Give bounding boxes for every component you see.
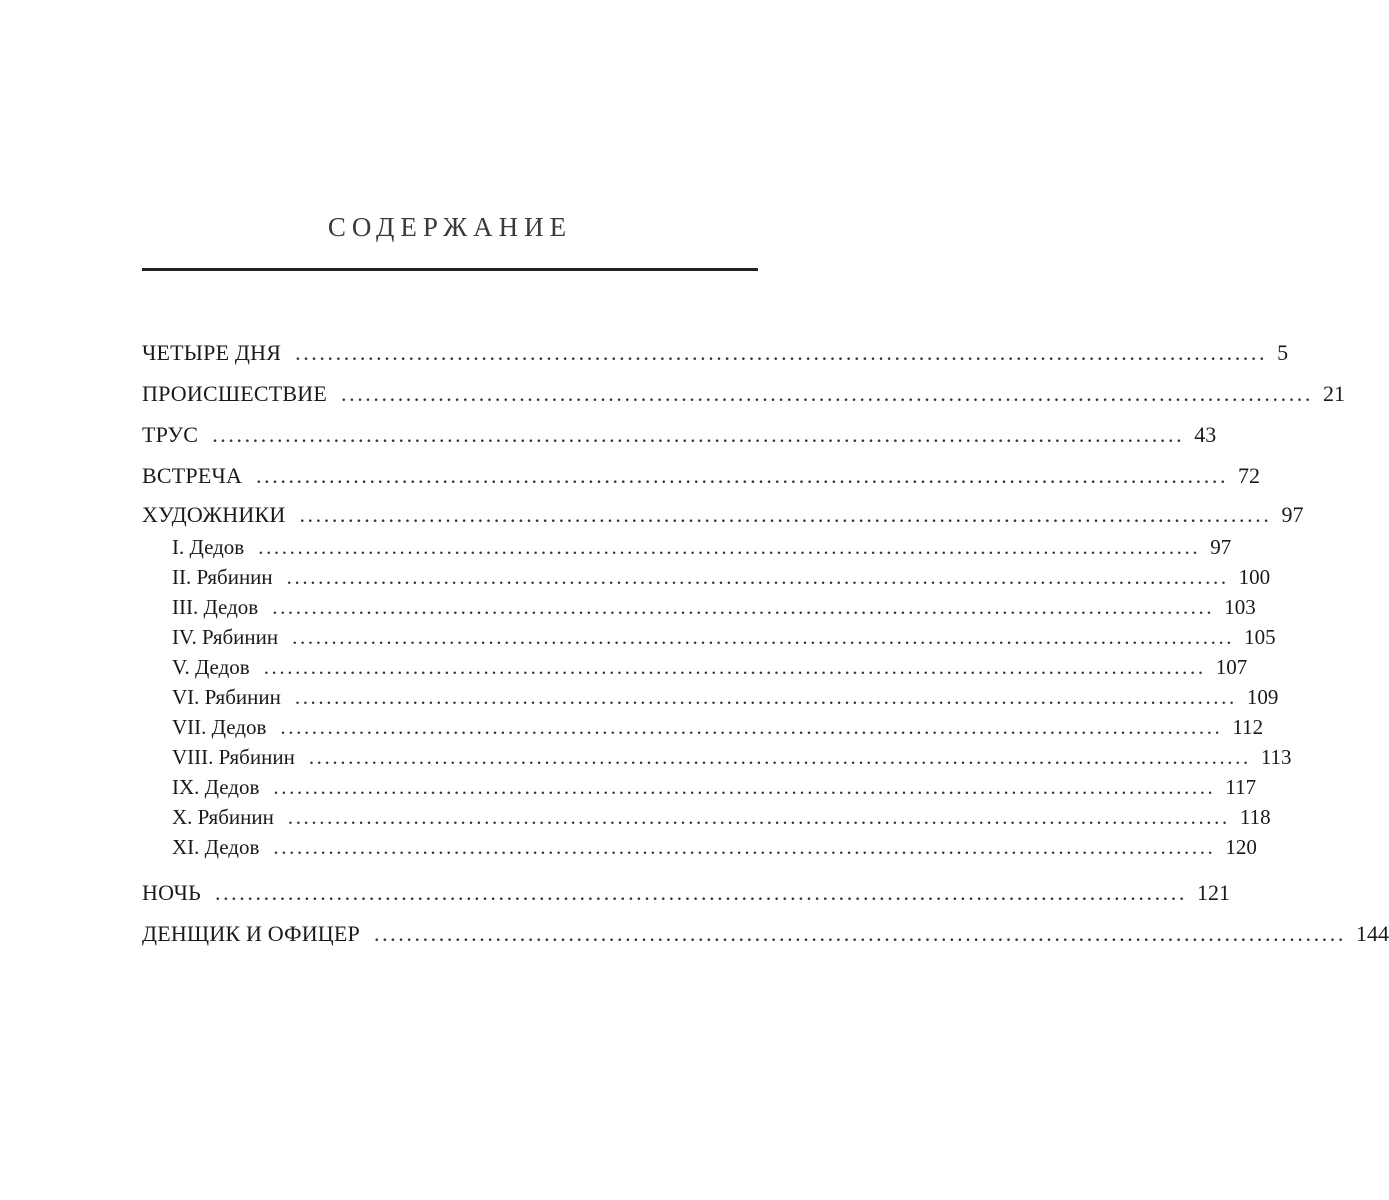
toc-subentry-page: 118 [1239,805,1271,829]
dot-leader: ........................................................................................................................ [273,775,1216,799]
toc-subentry [142,652,1248,682]
dot-leader: ........................................................................................................................ [214,880,1187,905]
table-of-contents [142,332,1389,954]
toc-entry-page: 43 [1194,422,1217,447]
toc-subentry-title: XI. Дедов [172,835,260,859]
toc-entry-title: ЧЕТЫРЕ ДНЯ [142,340,282,365]
dot-leader: ........................................................................................................................ [280,715,1223,739]
dot-leader: ........................................................................................................................ [258,535,1201,559]
dot-leader: ........................................................................................................................ [256,463,1229,488]
dot-leader: ........................................................................................................................ [287,805,1230,829]
toc-subentry-title: II. Рябинин [172,565,273,589]
dot-leader: ........................................................................................................................ [292,625,1235,649]
page-title: СОДЕРЖАНИЕ [327,212,573,242]
toc-entry-title: ДЕНЩИК И ОФИЦЕР [142,921,360,946]
dot-leader: ........................................................................................................................ [263,655,1206,679]
toc-subentry-page: 107 [1215,655,1248,679]
toc-subentry-page: 105 [1244,625,1276,649]
toc-entry-title: ВСТРЕЧА [142,463,243,488]
toc-subentry-title: VIII. Рябинин [172,745,295,769]
toc-subentry-title: IV. Рябинин [172,625,279,649]
toc-subentry-page: 120 [1225,835,1257,859]
toc-subentry-title: IX. Дедов [172,775,260,799]
dot-leader: ........................................................................................................................ [272,595,1215,619]
toc-subentry [142,622,1276,652]
toc-subentry-page: 103 [1224,595,1256,619]
toc-subentry [142,562,1271,592]
toc-entry [142,913,1389,954]
toc-entry-page: 121 [1196,880,1230,905]
toc-subentry-page: 113 [1260,745,1292,769]
toc-entry-title: ТРУС [142,422,199,447]
toc-subentry [142,832,1257,862]
dot-leader: ........................................................................................................................ [373,921,1346,946]
toc-entry [142,872,1230,913]
toc-entry [142,332,1289,373]
toc-subentry-title: VI. Рябинин [172,685,281,709]
dot-leader: ........................................................................................................................ [341,381,1313,406]
toc-subentry [142,742,1292,772]
dot-leader: ........................................................................................................................ [295,340,1268,365]
toc-subentry [142,772,1257,802]
toc-subentry-page: 97 [1210,535,1232,559]
toc-subentry-page: 112 [1232,715,1264,739]
toc-entry-page: 5 [1277,340,1289,365]
dot-leader: ........................................................................................................................ [212,422,1185,447]
dot-leader: ........................................................................................................................ [308,745,1251,769]
toc-subentry [142,532,1232,562]
dot-leader: ........................................................................................................................ [299,502,1272,527]
toc-entry-page: 21 [1323,381,1345,406]
toc-entry-title: ПРОИСШЕСТВИЕ [142,381,327,406]
toc-subentry [142,682,1279,712]
toc-entry [142,373,1345,414]
dot-leader: ........................................................................................................................ [294,685,1237,709]
toc-subentry [142,802,1271,832]
toc-entry [142,455,1261,496]
toc-entry-title: ХУДОЖНИКИ [142,502,286,527]
toc-subentry [142,592,1256,622]
dot-leader: ........................................................................................................................ [273,835,1216,859]
toc-subentry-page: 117 [1225,775,1257,799]
toc-subentry-page: 100 [1238,565,1271,589]
title-rule [142,268,758,271]
toc-subentry-title: I. Дедов [172,535,245,559]
toc-entry-page: 144 [1355,921,1389,946]
toc-subentry [142,712,1264,742]
toc-entry [142,498,1304,532]
toc-entry-page: 97 [1281,502,1304,527]
toc-entry-page: 72 [1238,463,1261,488]
toc-entry [142,414,1217,455]
toc-subentry-page: 109 [1246,685,1279,709]
toc-entry-title: НОЧЬ [142,880,201,905]
dot-leader: ........................................................................................................................ [286,565,1229,589]
toc-subentry-title: III. Дедов [172,595,259,619]
toc-subentry-title: V. Дедов [172,655,250,679]
toc-subentry-title: VII. Дедов [172,715,267,739]
toc-subentry-title: X. Рябинин [172,805,274,829]
